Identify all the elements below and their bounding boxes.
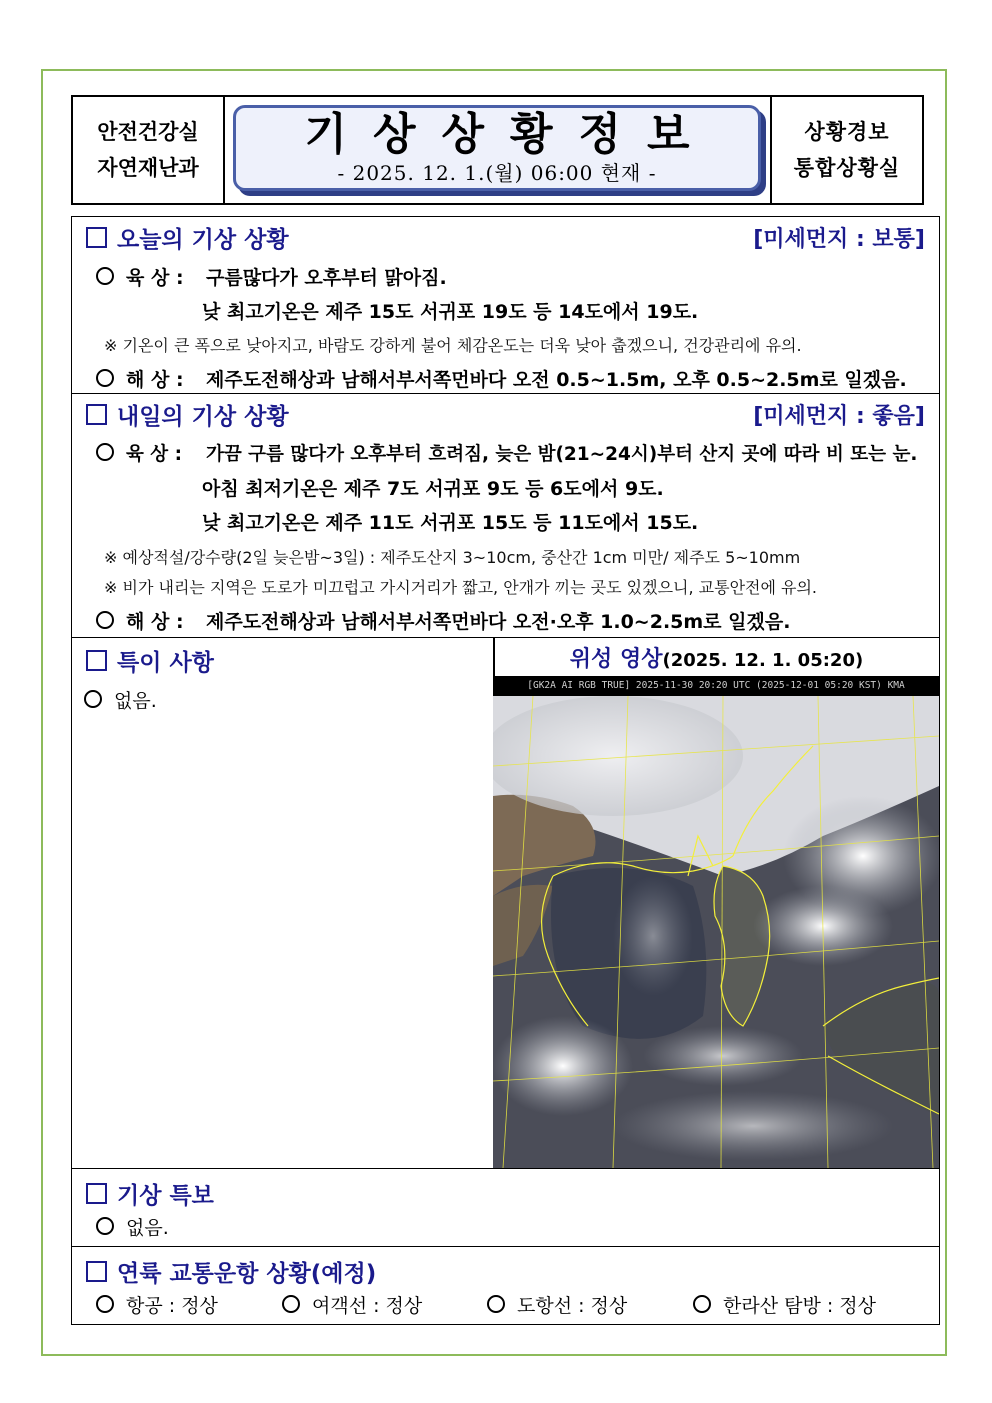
today-note: ※ 기온이 큰 폭으로 낮아지고, 바람도 강하게 불어 체감온도는 더욱 낮아 춥겠으니, 건강관리에 유의. [104,336,802,355]
satellite-time: (2025. 12. 1. 05:20) [662,650,864,671]
traffic-hallasan: 한라산 탐방 : 정상 [693,1291,876,1318]
tomorrow-land-line2: 아침 최저기온은 제주 7도 서귀포 9도 등 6도에서 9도. [202,478,664,500]
checkbox-icon [86,227,107,248]
traffic-section [71,1246,940,1325]
circle-bullet-icon [96,1217,114,1235]
traffic-air: 항공 : 정상 [96,1291,218,1318]
satellite-caption: [GK2A AI RGB TRUE] 2025-11-30 20:20 UTC (2025-12-01 05:20 KST) KMA [493,676,939,696]
tomorrow-note2: ※ 비가 내리는 지역은 도로가 미끄럽고 가시거리가 짧고, 안개가 끼는 곳도 있겠으니, 교통안전에 유의. [104,578,818,597]
today-land-line2: 낮 최고기온은 제주 15도 서귀포 19도 등 14도에서 19도. [202,301,699,323]
department-line2: 자연재난과 [97,156,199,180]
traffic-ferry: 여객선 : 정상 [282,1291,422,1318]
today-section [71,216,940,394]
today-land-line1: 육 상 : 구름많다가 오후부터 맑아짐. [96,263,447,290]
today-dust-badge: [미세먼지 : 보통] [753,227,925,252]
office-line1: 상황경보 [804,120,890,144]
tomorrow-note1: ※ 예상적설/강수량(2일 늦은밤~3일) : 제주도산지 3~10cm, 중산간 1cm 미만/ 제주도 5~10mm [104,548,801,567]
tomorrow-title: 내일의 기상 상황 [86,398,289,431]
office-block [770,97,922,203]
tomorrow-sea-line: 해 상 : 제주도전해상과 남해서부서쪽먼바다 오전·오후 1.0~2.5m로 일겠음. [96,607,790,634]
circle-bullet-icon [96,611,114,629]
title-box [233,105,761,191]
header [71,95,924,205]
today-sea-line: 해 상 : 제주도전해상과 남해서부서쪽먼바다 오전 0.5~1.5m, 오후 0.5~2.5m로 일겠음. [96,365,907,392]
circle-bullet-icon [282,1295,300,1313]
today-title: 오늘의 기상 상황 [86,221,289,254]
tomorrow-land-line1: 육 상 : 가끔 구름 많다가 오후부터 흐려짐, 늦은 밤(21~24시)부터 산지 곳에 따라 비 또는 눈. [96,440,917,466]
page-subtitle: - 2025. 12. 1.(월) 06:00 현재 - [337,161,657,185]
checkbox-icon [86,650,107,671]
checkbox-icon [86,1261,107,1282]
satellite-heading [494,642,939,673]
traffic-title: 연륙 교통운항 상황(예정) [86,1255,376,1288]
page-title: 기상상황정보 [304,109,716,160]
circle-bullet-icon [487,1295,505,1313]
special-title: 특이 사항 [86,644,214,677]
office-line2: 통합상황실 [793,156,901,180]
circle-bullet-icon [96,1295,114,1313]
tomorrow-dust-badge: [미세먼지 : 좋음] [753,404,925,429]
circle-bullet-icon [96,369,114,387]
tomorrow-land-line3: 낮 최고기온은 제주 11도 서귀포 15도 등 11도에서 15도. [202,512,699,534]
tomorrow-section [71,393,940,638]
checkbox-icon [86,404,107,425]
satellite-title: 위성 영상 [569,647,663,672]
department-block [73,97,225,203]
department-line1: 안전건강실 [97,120,199,144]
checkbox-icon [86,1183,107,1204]
circle-bullet-icon [693,1295,711,1313]
satellite-image [493,676,939,1168]
traffic-island-ferry: 도항선 : 정상 [487,1291,627,1318]
satellite-map [493,696,939,1168]
special-item: 없음. [84,686,157,713]
circle-bullet-icon [84,690,102,708]
warning-title: 기상 특보 [86,1177,214,1210]
warning-item: 없음. [96,1213,169,1240]
circle-bullet-icon [96,267,114,285]
warning-section [71,1168,940,1247]
circle-bullet-icon [96,443,114,461]
